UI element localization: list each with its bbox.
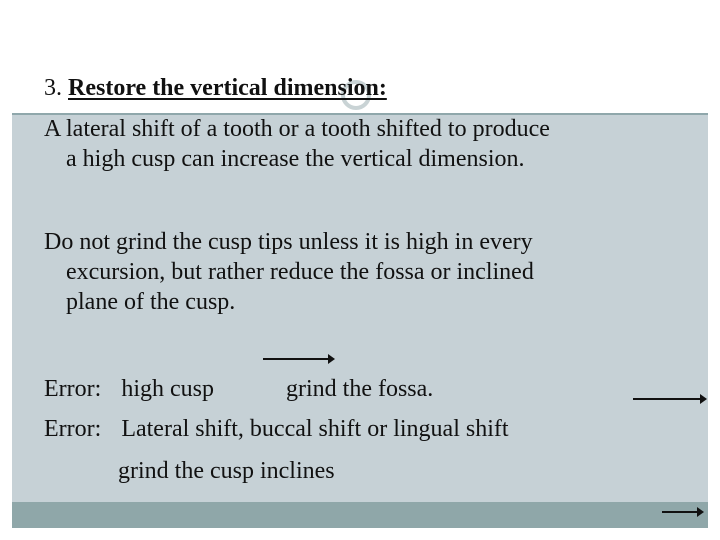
arrow-right-icon [662, 511, 702, 513]
error2-cause: Lateral shift, buccal shift or lingual shift [121, 416, 509, 442]
arrow-right-icon [263, 358, 333, 360]
slide-footer-band [12, 502, 708, 528]
error2-fix: grind the cusp inclines [118, 458, 335, 484]
para2-line3: plane of the cusp. [66, 289, 236, 315]
para2-line1: Do not grind the cusp tips unless it is high in every [44, 229, 533, 255]
error2-label: Error: [44, 416, 102, 442]
para2-line2: excursion, but rather reduce the fossa or inclined [66, 259, 534, 285]
title-number: 3. [44, 75, 62, 101]
arrow-right-icon [633, 398, 705, 400]
paragraph-grind-advice [44, 227, 534, 317]
para1-line2: a high cusp can increase the vertical dimension. [66, 146, 525, 172]
error-row-1 [44, 374, 433, 404]
para1-line1: A lateral shift of a tooth or a tooth shifted to produce [44, 116, 550, 142]
title-heading: Restore the vertical dimension: [68, 75, 387, 101]
slide-title [44, 73, 387, 103]
error1-cause: high cusp [121, 376, 214, 402]
error1-label: Error: [44, 376, 102, 402]
error-row-2 [44, 414, 509, 444]
paragraph-lateral-shift [44, 114, 550, 174]
error1-fix: grind the fossa. [285, 376, 434, 402]
